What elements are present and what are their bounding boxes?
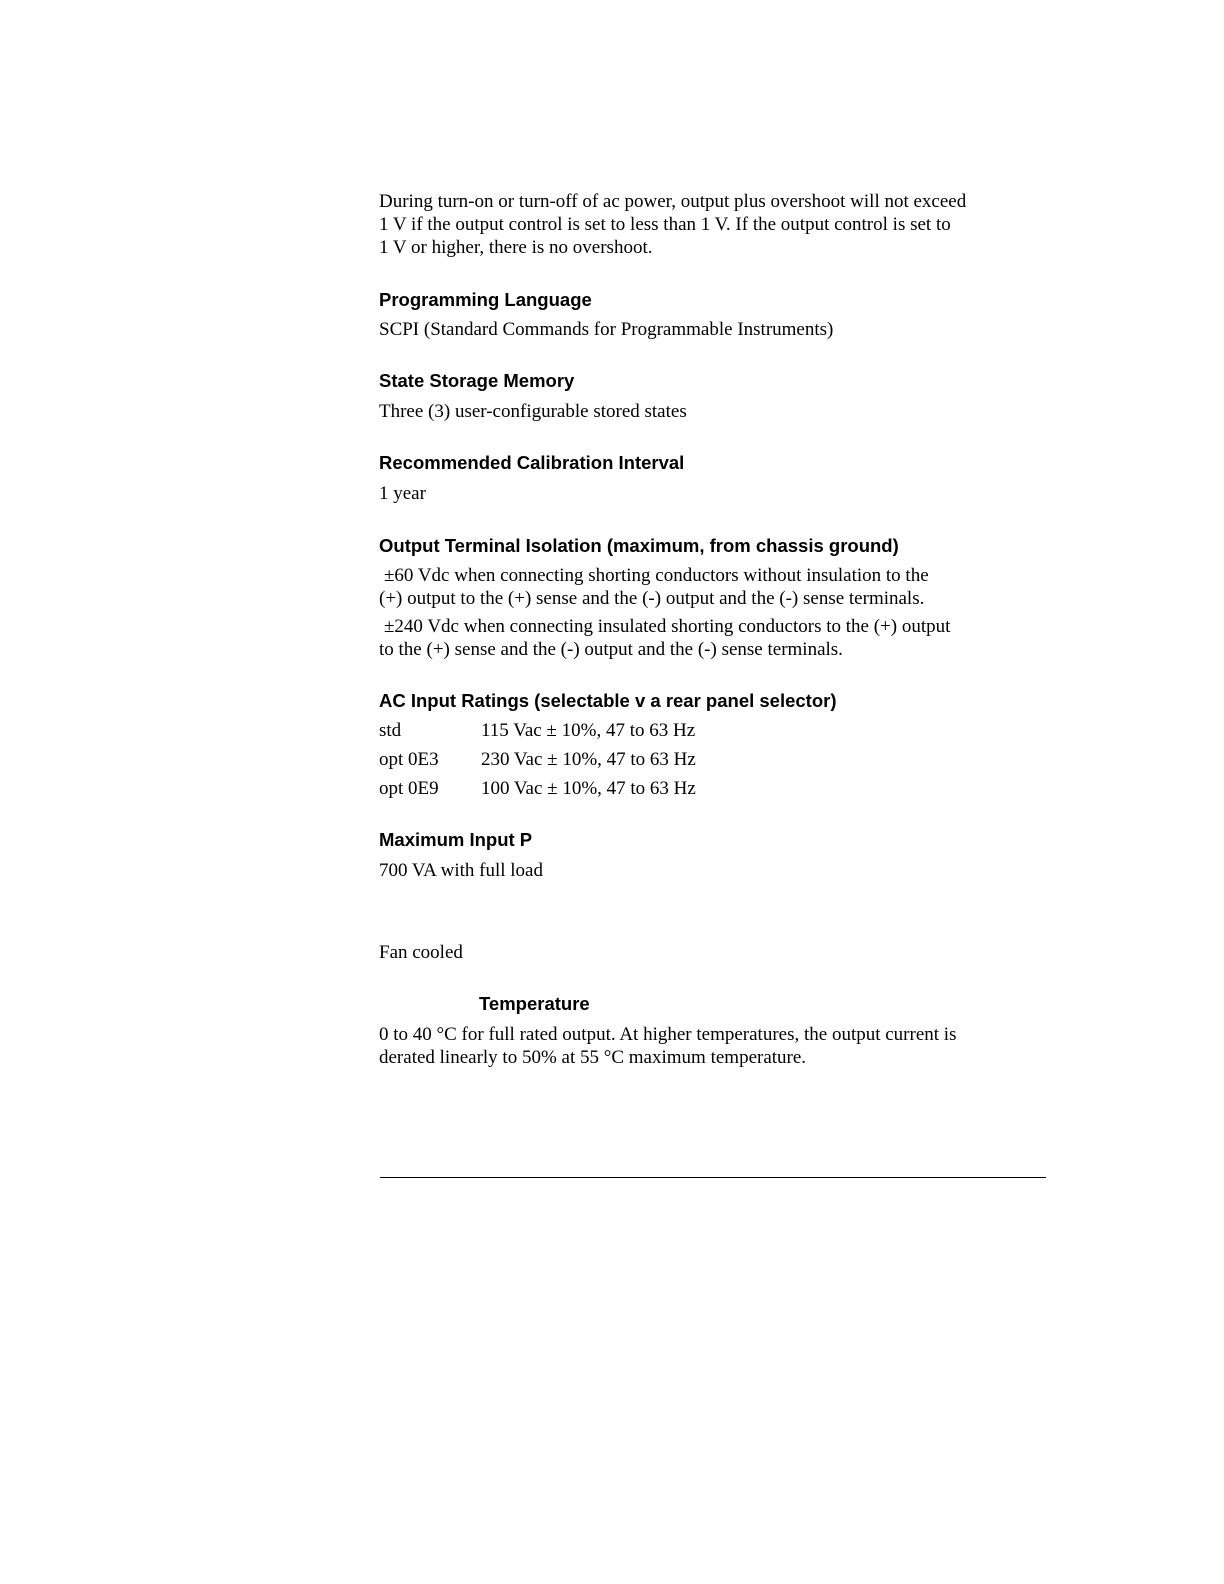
programming-language-heading: Programming Language — [379, 289, 592, 310]
intro-line-1: During turn-on or turn-off of ac power, output plus overshoot will not exceed — [379, 191, 967, 212]
ac-input-option: opt 0E3 — [379, 749, 439, 770]
ac-input-row — [379, 748, 1049, 771]
programming-language-text: SCPI (Standard Commands for Programmable Instruments) — [379, 319, 834, 340]
isolation-heading: Output Terminal Isolation (maximum, from chassis ground) — [379, 535, 899, 556]
max-input-heading: Maximum Input P — [379, 829, 533, 850]
intro-line-2: 1 V if the output control is set to less than 1 V. If the output control is set to — [379, 214, 951, 235]
temperature-line-2: derated linearly to 50% at 55 °C maximum temperature. — [379, 1047, 807, 1068]
ac-input-option: std — [379, 720, 402, 741]
intro-line-3: 1 V or higher, there is no overshoot. — [379, 237, 653, 258]
isolation-p2-line-1: ±240 Vdc when connecting insulated shorting conductors to the (+) output — [384, 616, 951, 637]
intro-paragraph — [379, 190, 1049, 259]
max-input-section — [379, 859, 1049, 882]
state-storage-text: Three (3) user-configurable stored states — [379, 401, 687, 422]
ac-input-value: 230 Vac ± 10%, 47 to 63 Hz — [481, 749, 696, 770]
footer-rule — [380, 1177, 1046, 1178]
ac-input-table — [379, 719, 1049, 800]
calibration-section — [379, 482, 1049, 505]
isolation-paragraph-1 — [379, 564, 1049, 610]
calibration-text: 1 year — [379, 483, 426, 504]
isolation-p1-line-2: (+) output to the (+) sense and the (-) output and the (-) sense terminals. — [379, 588, 925, 609]
max-input-text: 700 VA with full load — [379, 860, 543, 881]
programming-language-section — [379, 318, 1049, 341]
temperature-section — [379, 1023, 1049, 1069]
temperature-heading: Temperature — [479, 993, 590, 1014]
temperature-line-1: 0 to 40 °C for full rated output. At higher temperatures, the output current is — [379, 1024, 957, 1045]
ac-input-option: opt 0E9 — [379, 778, 439, 799]
ac-input-value: 100 Vac ± 10%, 47 to 63 Hz — [481, 778, 696, 799]
cooling-section — [379, 941, 1049, 964]
ac-input-heading: AC Input Ratings (selectable v a rear panel selector) — [379, 690, 837, 711]
ac-input-row — [379, 777, 1049, 800]
cooling-text: Fan cooled — [379, 942, 463, 963]
isolation-p2-line-2: to the (+) sense and the (-) output and the (-) sense terminals. — [379, 639, 843, 660]
isolation-paragraph-2 — [379, 615, 1049, 661]
ac-input-row — [379, 719, 1049, 742]
ac-input-value: 115 Vac ± 10%, 47 to 63 Hz — [481, 720, 696, 741]
state-storage-section — [379, 400, 1049, 423]
isolation-p1-line-1: ±60 Vdc when connecting shorting conductors without insulation to the — [384, 565, 929, 586]
calibration-heading: Recommended Calibration Interval — [379, 452, 685, 473]
state-storage-heading: State Storage Memory — [379, 370, 575, 391]
